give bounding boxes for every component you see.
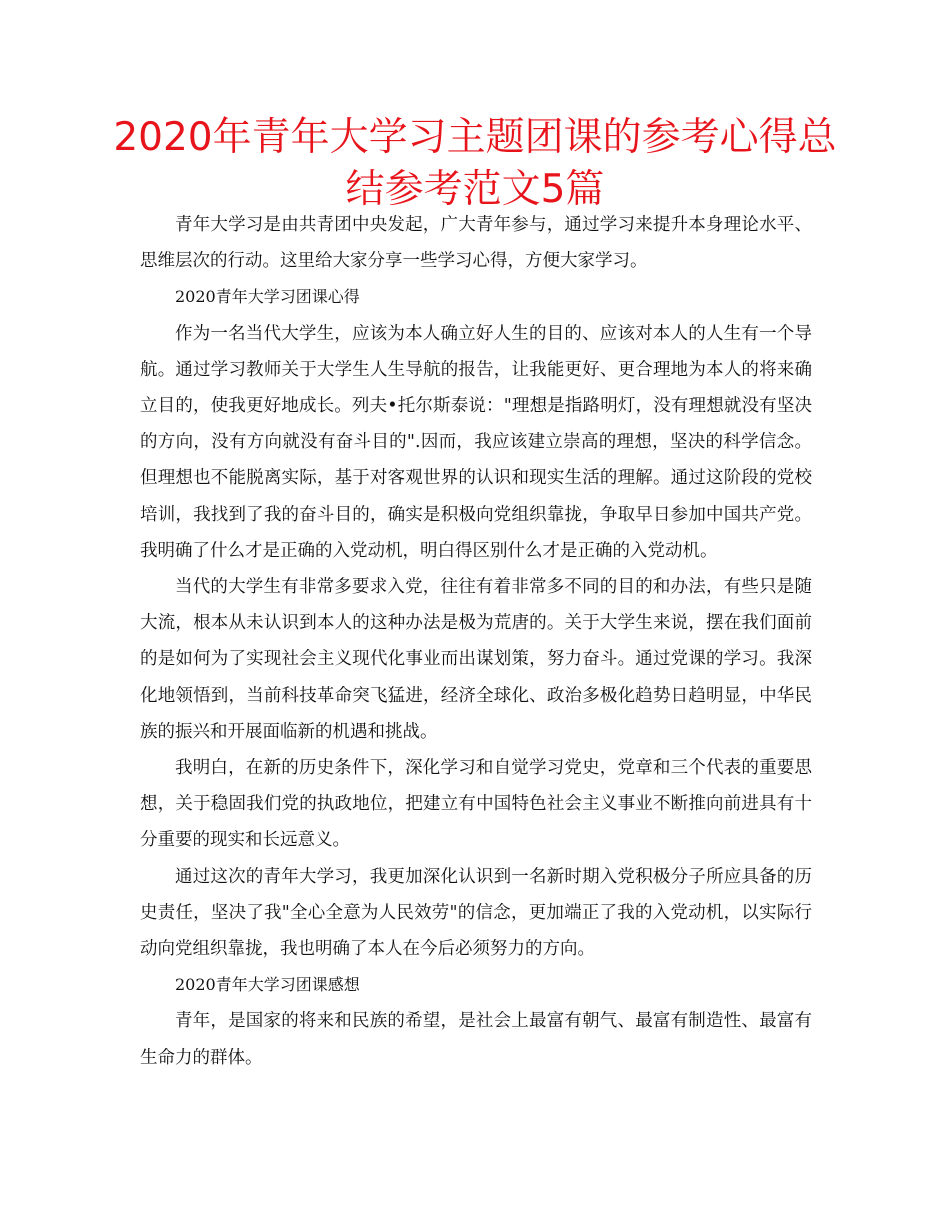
intro-paragraph: 青年大学习是由共青团中央发起，广大青年参与，通过学习来提升本身理论水平、思维层次的行动。这里给大家分享一些学习心得，方便大家学习。 bbox=[140, 215, 812, 272]
document-title: 2020年青年大学习主题团课的参考心得总结参考范文5篇 bbox=[113, 115, 837, 212]
body-paragraph: 当代的大学生有非常多要求入党，往往有着非常多不同的目的和办法，有些只是随大流，根本从未认识到本人的这种办法是极为荒唐的。关于大学生来说，摆在我们面前的是如何为了实现社会主义现代化事业而出谋划策，努力奋斗。通过党课的学习。我深化地领悟到，当前科技革命突飞猛进，经济全球化、政治多极化趋势日趋明显，中华民族的振兴和开展面临新的机遇和挑战。 bbox=[140, 577, 812, 742]
body-paragraph: 青年，是国家的将来和民族的希望，是社会上最富有朝气、最富有制造性、最富有生命力的群体。 bbox=[140, 1011, 812, 1068]
document-body bbox=[140, 207, 812, 1076]
section-heading-2: 2020青年大学习团课感想 bbox=[175, 975, 360, 995]
body-paragraph: 我明白，在新的历史条件下，深化学习和自觉学习党史，党章和三个代表的重要思想，关于稳固我们党的执政地位，把建立有中国特色社会主义事业不断推向前进具有十分重要的现实和长远意义。 bbox=[140, 758, 812, 851]
body-paragraph: 作为一名当代大学生，应该为本人确立好人生的目的、应该对本人的人生有一个导航。通过学习教师关于大学生人生导航的报告，让我能更好、更合理地为本人的将来确立目的，使我更好地成长。列夫•托尔斯泰说："理想是指路明灯，没有理想就没有坚决的方向，没有方向就没有奋斗目的".因而，我应该建立崇高的理想，坚决的科学信念。但理想也不能脱离实际，基于对客观世界的认识和现实生活的理解。通过这阶段的党校培训，我找到了我的奋斗目的，确实是积极向党组织靠拢，争取早日参加中国共产党。我明确了什么才是正确的入党动机，明白得区别什么才是正确的入党动机。 bbox=[140, 323, 812, 561]
section-heading-1: 2020青年大学习团课心得 bbox=[175, 287, 360, 307]
body-paragraph: 通过这次的青年大学习，我更加深化认识到一名新时期入党积极分子所应具备的历史责任，坚决了我"全心全意为人民效劳"的信念，更加端正了我的入党动机，以实际行动向党组织靠拢，我也明确了本人在今后必须努力的方向。 bbox=[140, 866, 812, 960]
